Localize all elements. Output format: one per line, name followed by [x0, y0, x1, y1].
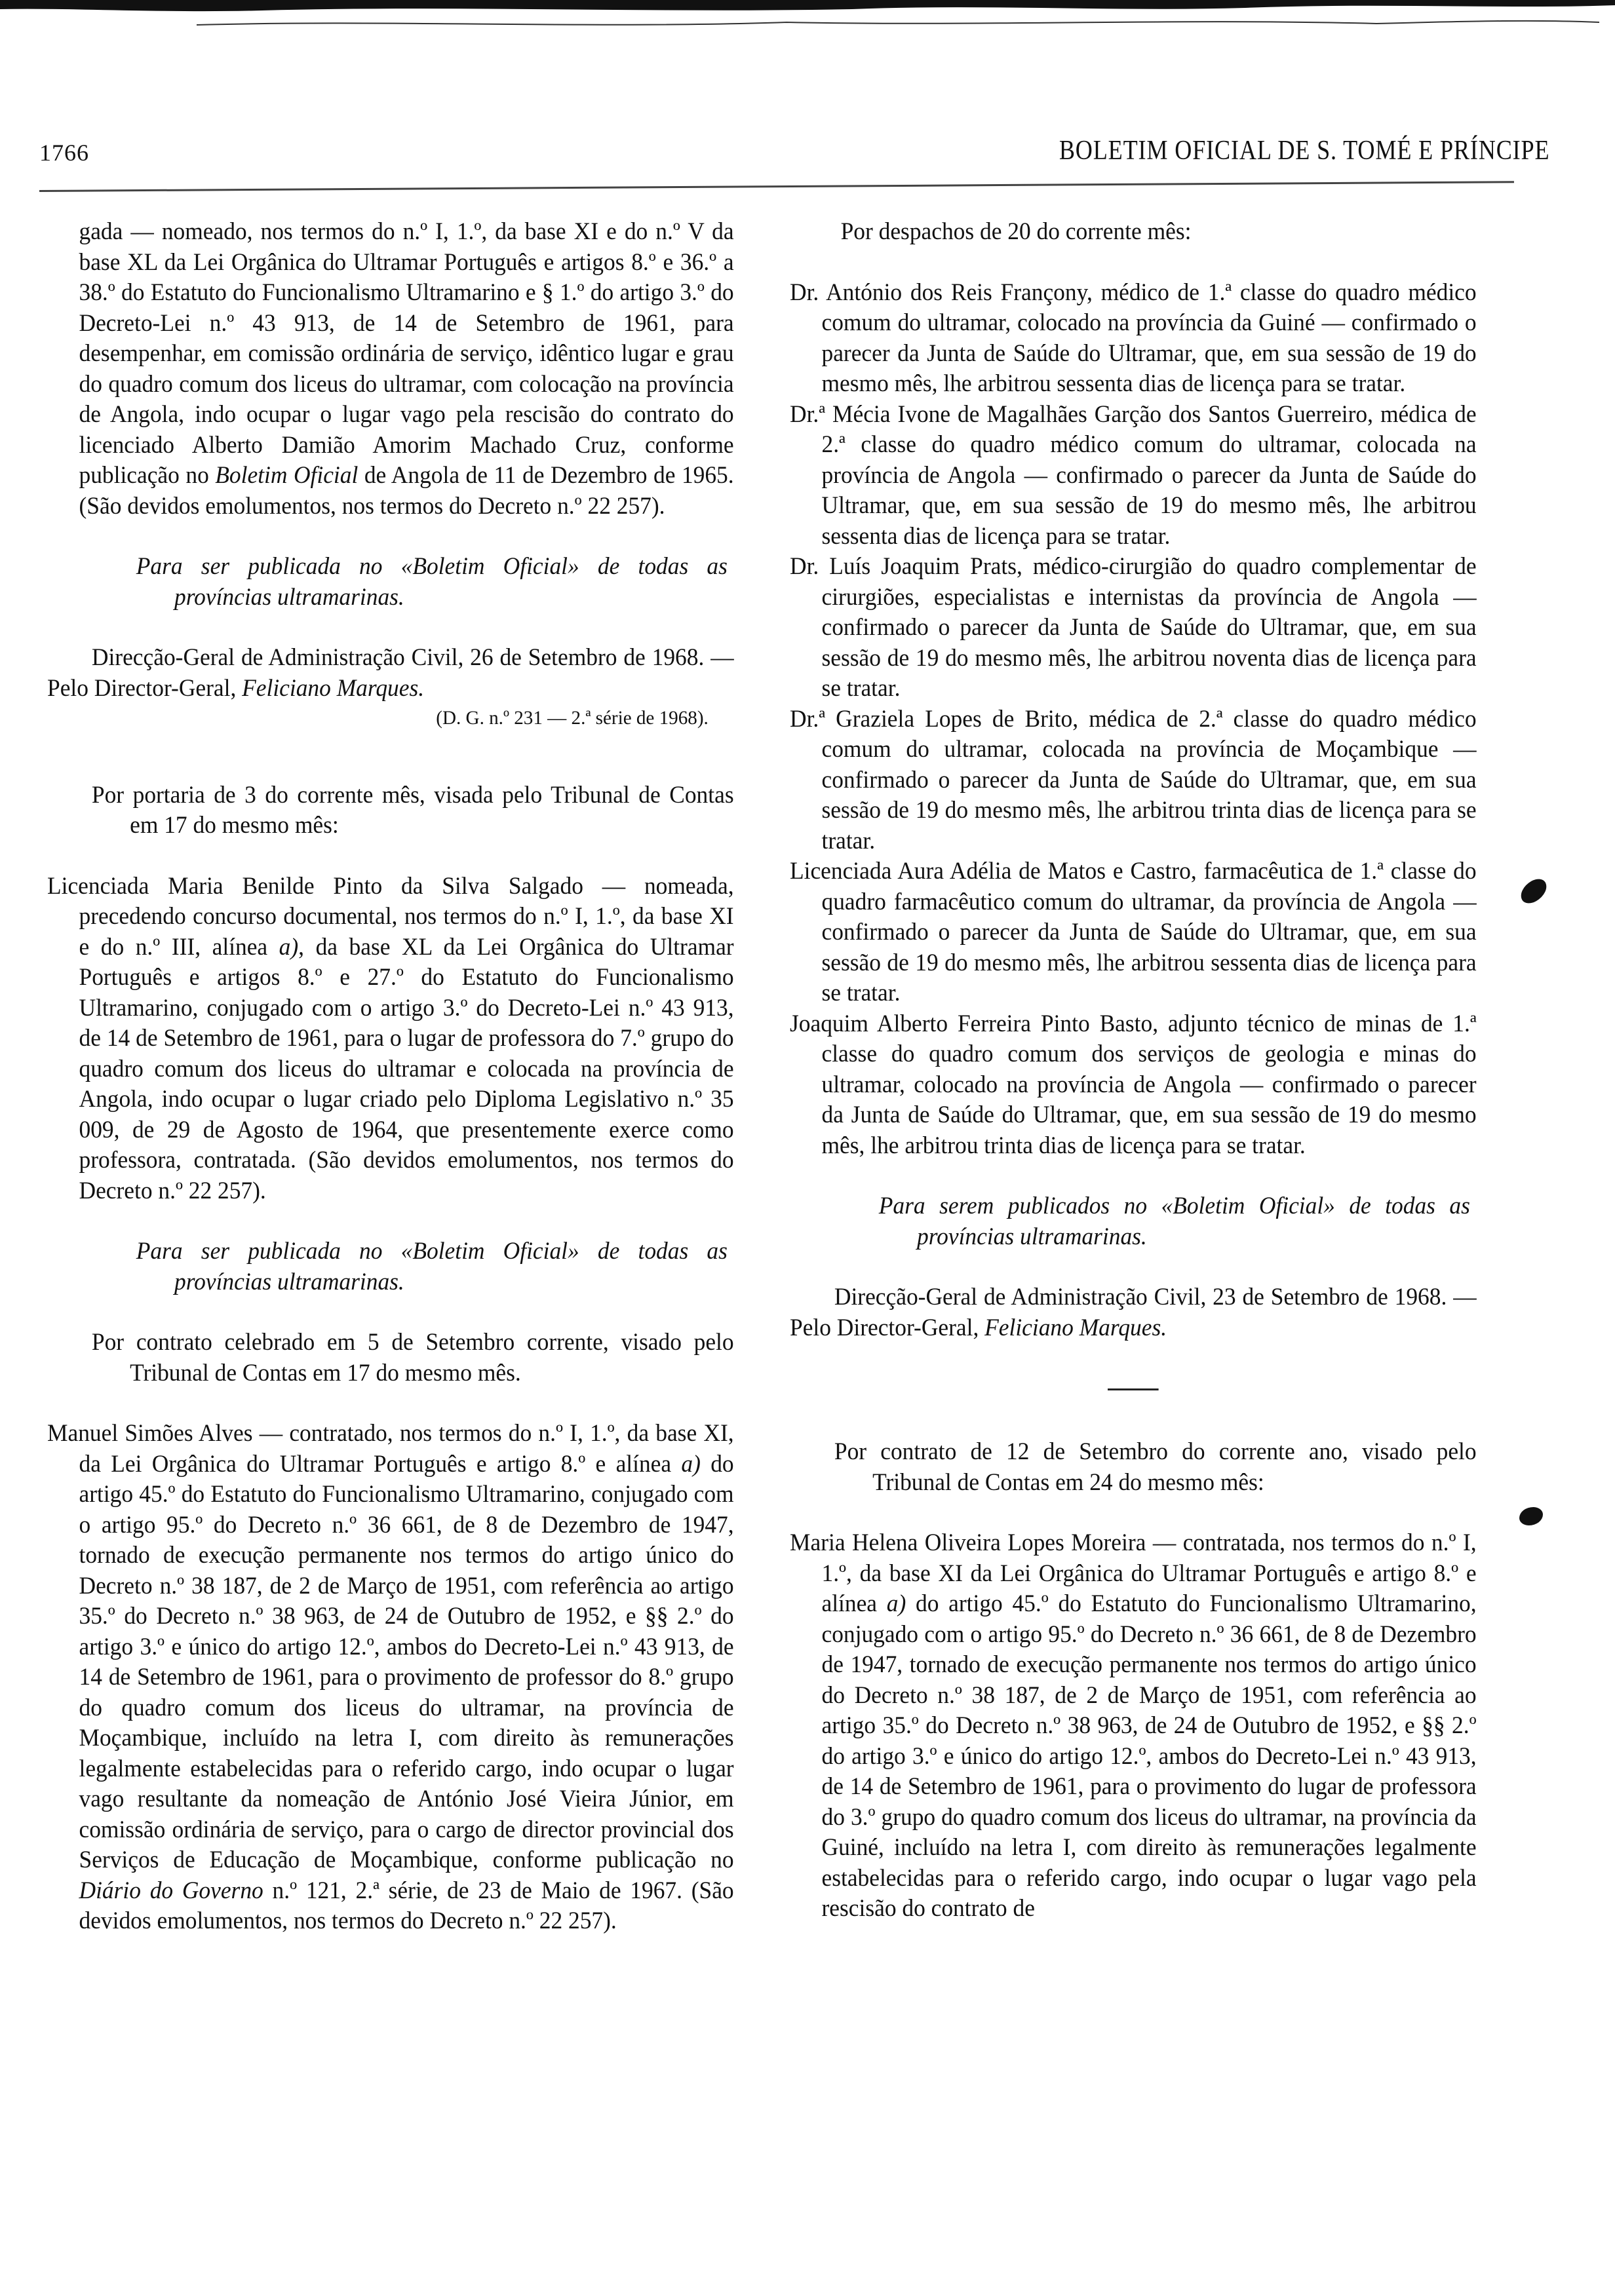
signature: Feliciano Marques. [984, 1313, 1167, 1341]
source-reference: (D. G. n.º 231 — 2.ª série de 1968). [436, 707, 709, 729]
ink-blot-mark [1519, 1507, 1543, 1525]
publication-note: Para ser publicada no «Boletim Oficial» de todas as províncias ultramarinas. [136, 552, 728, 610]
leave-entry: Dr.ª Graziela Lopes de Brito, médica de 2.ª classe do quadro médico comum do ultramar, colocada na província de Moçambique — confirmado o parecer da Junta de Saúde do Ultramar, que, em sua sessão de 19 do mesmo mês, lhe arbitrou trinta dias de licença para se tratar. [790, 704, 1477, 854]
page-number: 1766 [39, 140, 89, 166]
ink-blot-mark [1516, 875, 1551, 907]
section-intro: Por contrato celebrado em 5 de Setembro corrente, visado pelo Tribunal de Contas em 17 do mesmo mês. [91, 1328, 734, 1386]
page-header [39, 131, 1576, 170]
left-column [47, 216, 734, 1936]
section-intro: Por portaria de 3 do corrente mês, visada pelo Tribunal de Contas em 17 do mesmo mês: [91, 780, 734, 838]
dateline: Direcção-Geral de Administração Civil, 26 de Setembro de 1968. — Pelo Director-Geral, Feliciano Marques. [47, 643, 734, 701]
publication-note: Para serem publicados no «Boletim Oficial» de todas as províncias ultramarinas. [878, 1192, 1470, 1250]
leave-entry: Dr.ª Mécia Ivone de Magalhães Garção dos Santos Guerreiro, médica de 2.ª classe do quadro médico comum do ultramar, colocada na província de Angola — confirmado o parecer da Junta de Saúde do Ultramar, que, em sua sessão de 19 do mesmo mês, lhe arbitrou sessenta dias de licença para se tratar. [790, 400, 1477, 549]
appointment-entry: Manuel Simões Alves — contratado, nos termos do n.º I, 1.º, da base XI, da Lei Orgânica do Ultramar Português e artigo 8.º e alínea a) do artigo 45.º do Estatuto do Funcionalismo Ultramarino, conjugado com o artigo 95.º do Decreto n.º 36 661, de 8 de Dezembro de 1947, tornado de execução permanente nos termos do artigo único do Decreto n.º 38 187, de 2 de Março de 1951, com referência ao artigo 35.º do Decreto n.º 38 963, de 24 de Outubro de 1952, e §§ 2.º do artigo 3.º e único do artigo 12.º, ambos do Decreto-Lei n.º 43 913, de 14 de Setembro de 1961, para o provimento de professor do 8.º grupo do quadro comum dos liceus do ultramar, na província de Moçambique, incluído na letra I, com direito às remunerações legalmente estabelecidas para o referido cargo, indo ocupar o lugar vago resultante da nomeação de António José Vieira Júnior, em comissão ordinária de serviço, para o cargo de director provincial dos Serviços de Educação de Moçambique, conforme publicação no Diário do Governo n.º 121, 2.ª série, de 23 de Maio de 1967. (São devidos emolumentos, nos termos do Decreto n.º 22 257). [47, 1419, 734, 1934]
header-rule [39, 181, 1514, 192]
leave-entry: Dr. Luís Joaquim Prats, médico-cirurgião do quadro complementar de cirurgiões, especialistas e internistas da província de Angola — confirmado o parecer da Junta de Saúde do Ultramar, que, em sua sessão de 19 do mesmo mês, lhe arbitrou noventa dias de licença para se tratar. [790, 552, 1477, 701]
section-intro: Por contrato de 12 de Setembro do corrente ano, visado pelo Tribunal de Contas em 24 do mesmo mês: [834, 1438, 1477, 1495]
publication-note: Para ser publicada no «Boletim Oficial» de todas as províncias ultramarinas. [136, 1237, 728, 1295]
appointment-entry: Maria Helena Oliveira Lopes Moreira — contratada, nos termos do n.º I, 1.º, da base XI da Lei Orgânica do Ultramar Português e artigo 8.º e alínea a) do artigo 45.º do Estatuto do Funcionalismo Ultramarino, conjugado com o artigo 95.º do Decreto n.º 36 661, de 8 de Dezembro de 1947, tornado de execução permanente nos termos do artigo único do Decreto n.º 38 187, de 2 de Março de 1951, com referência ao artigo 35.º do Decreto n.º 38 963, de 24 de Outubro de 1952, e §§ 2.º do artigo 3.º e único do artigo 12.º, ambos do Decreto-Lei n.º 43 913, de 14 de Setembro de 1961, para o provimento do lugar de professora do 3.º grupo do quadro comum dos liceus do ultramar, na província da Guiné, incluído na letra I, com direito às remunerações legalmente estabelecidas para o referido cargo, indo ocupar o lugar vago pela rescisão do contrato de [790, 1529, 1477, 1921]
appointment-entry: Licenciada Maria Benilde Pinto da Silva Salgado — nomeada, precedendo concurso documental, nos termos do n.º I, 1.º, da base XI e do n.º III, alínea a), da base XL da Lei Orgânica do Ultramar Português e artigos 8.º e 27.º do Estatuto do Funcionalismo Ultramarino, conjugado com o artigo 3.º do Decreto-Lei n.º 43 913, de 14 de Setembro de 1961, para o lugar de professora do 7.º grupo do quadro comum dos liceus do ultramar e colocada na província de Angola, indo ocupar o lugar criado pelo Diploma Legislativo n.º 35 009, de 29 de Agosto de 1964, que presentemente exerce como professora, contratada. (São devidos emolumentos, nos termos do Decreto n.º 22 257). [47, 871, 734, 1204]
scan-edge-artifact [0, 0, 1615, 39]
running-title: BOLETIM OFICIAL DE S. TOMÉ E PRÍNCIPE [1059, 136, 1549, 166]
section-intro: Por despachos de 20 do corrente mês: [840, 218, 1192, 244]
leave-entry: Joaquim Alberto Ferreira Pinto Basto, adjunto técnico de minas de 1.ª classe do quadro comum dos serviços de geologia e minas do ultramar, colocado na província de Angola — confirmado o parecer da Junta de Saúde do Ultramar, que, em sua sessão de 19 do mesmo mês, lhe arbitrou trinta dias de licença para se tratar. [790, 1009, 1477, 1158]
leave-entry: Licenciada Aura Adélia de Matos e Castro, farmacêutica de 1.ª classe do quadro farmacêutico comum do ultramar, da província de Angola — confirmado o parecer da Junta de Saúde do Ultramar, que, em sua sessão de 19 do mesmo mês, lhe arbitrou sessenta dias de licença para se tratar. [790, 857, 1477, 1006]
signature: Feliciano Marques. [242, 674, 425, 701]
right-column [790, 216, 1477, 1924]
leave-entry: Dr. António dos Reis Françony, médico de 1.ª classe do quadro médico comum do ultramar, colocado na província da Guiné — confirmado o parecer da Junta de Saúde do Ultramar, que, em sua sessão de 19 do mesmo mês, lhe arbitrou sessenta dias de licença para se tratar. [790, 278, 1477, 396]
continued-paragraph: gada — nomeado, nos termos do n.º I, 1.º, da base XI e do n.º V da base XL da Lei Orgânica do Ultramar Português e artigos 8.º e 36.º a 38.º do Estatuto do Funcionalismo Ultramarino e § 1.º do artigo 3.º do Decreto-Lei n.º 43 913, de 14 de Setembro de 1961, para desempenhar, em comissão ordinária de serviço, idêntico lugar e grau do quadro comum dos liceus do ultramar, com colocação na província de Angola, indo ocupar o lugar vago pela rescisão do contrato do licenciado Alberto Damião Amorim Machado Cruz, conforme publicação no Boletim Oficial de Angola de 11 de Dezembro de 1965. (São devidos emolumentos, nos termos do Decreto n.º 22 257). [79, 218, 734, 519]
dateline: Direcção-Geral de Administração Civil, 23 de Setembro de 1968. — Pelo Director-Geral, Feliciano Marques. [790, 1283, 1477, 1341]
